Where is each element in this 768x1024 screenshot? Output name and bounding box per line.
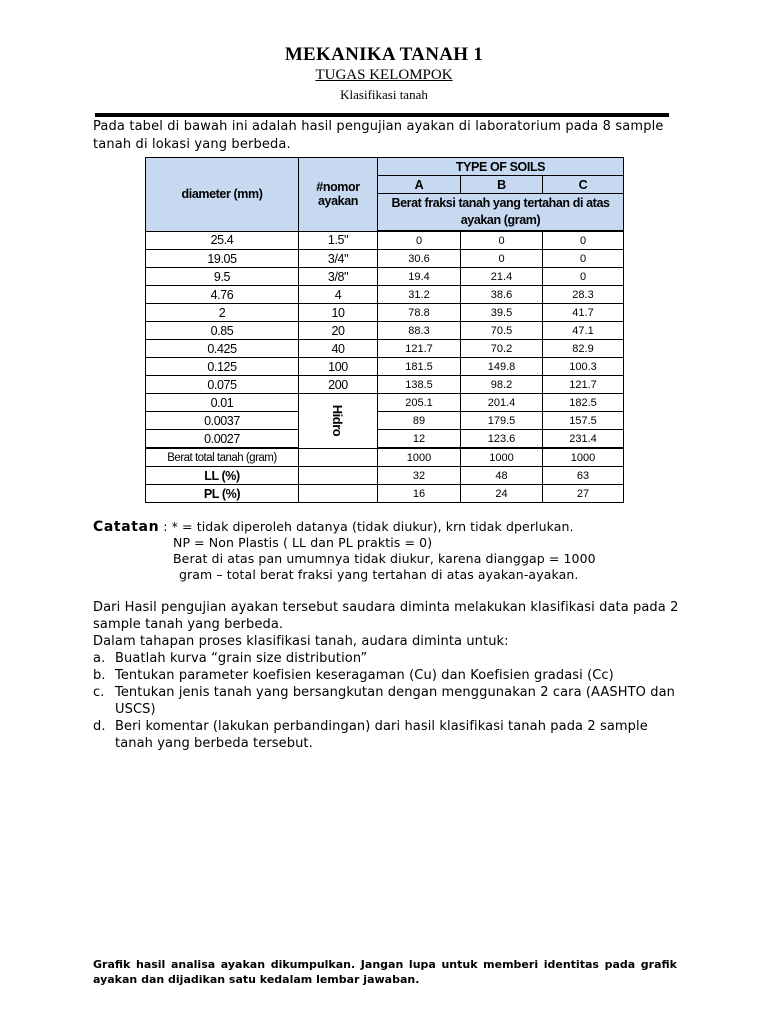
total-label: Berat total tanah (gram) bbox=[146, 448, 299, 467]
soil-b-cell: 70.5 bbox=[461, 322, 543, 340]
task-text: Buatlah kurva “grain size distribution” bbox=[115, 651, 368, 666]
nomor-cell: 200 bbox=[299, 376, 378, 394]
task-list bbox=[93, 650, 683, 752]
nomor-cell: 3/8" bbox=[299, 268, 378, 286]
soil-b-cell: 98.2 bbox=[461, 376, 543, 394]
soil-c-cell: 157.5 bbox=[543, 412, 624, 430]
notes-line-4: gram – total berat fraksi yang tertahan di atas ayakan-ayakan. bbox=[179, 567, 579, 582]
sieve-rows bbox=[146, 231, 624, 448]
soil-b-cell: 179.5 bbox=[461, 412, 543, 430]
instructions-block bbox=[93, 599, 683, 752]
soil-c-cell: 231.4 bbox=[543, 430, 624, 449]
soil-a-cell: 121.7 bbox=[378, 340, 461, 358]
nomor-cell: 10 bbox=[299, 304, 378, 322]
diameter-cell: 0.075 bbox=[146, 376, 299, 394]
document-topic: Klasifikasi tanah bbox=[340, 87, 428, 102]
table-row bbox=[146, 304, 624, 322]
task-marker: a. bbox=[93, 651, 106, 666]
diameter-cell: 0.425 bbox=[146, 340, 299, 358]
soil-c-cell: 41.7 bbox=[543, 304, 624, 322]
soil-b-cell: 38.6 bbox=[461, 286, 543, 304]
soil-c-cell: 0 bbox=[543, 268, 624, 286]
table-row bbox=[146, 358, 624, 376]
soil-c-cell: 182.5 bbox=[543, 394, 624, 412]
total-b: 1000 bbox=[461, 448, 543, 467]
soil-b-cell: 149.8 bbox=[461, 358, 543, 376]
soil-a-cell: 30.6 bbox=[378, 250, 461, 268]
diameter-cell: 0.85 bbox=[146, 322, 299, 340]
instructions-paragraph-1: Dari Hasil pengujian ayakan tersebut saudara diminta melakukan klasifikasi data pada 2 sample tanah yang berbeda. bbox=[93, 600, 679, 632]
table-row bbox=[146, 231, 624, 250]
soil-a-cell: 181.5 bbox=[378, 358, 461, 376]
soil-a-cell: 12 bbox=[378, 430, 461, 449]
nomor-cell: 4 bbox=[299, 286, 378, 304]
nomor-cell: 20 bbox=[299, 322, 378, 340]
table-row bbox=[146, 286, 624, 304]
soil-c-cell: 47.1 bbox=[543, 322, 624, 340]
header-fraction: Berat fraksi tanah yang tertahan di atas ayakan (gram) bbox=[378, 194, 624, 232]
pl-c: 27 bbox=[543, 485, 624, 503]
table-row bbox=[146, 250, 624, 268]
ll-b: 48 bbox=[461, 467, 543, 485]
table-row bbox=[146, 394, 624, 412]
notes-block bbox=[93, 519, 693, 583]
soil-b-cell: 70.2 bbox=[461, 340, 543, 358]
document-subtitle: TUGAS KELOMPOK bbox=[315, 67, 453, 83]
soil-a-cell: 138.5 bbox=[378, 376, 461, 394]
diameter-cell: 0.01 bbox=[146, 394, 299, 412]
soil-b-cell: 0 bbox=[461, 250, 543, 268]
instructions-paragraph-2: Dalam tahapan proses klasifikasi tanah, audara diminta untuk: bbox=[93, 634, 509, 649]
header-nomor-ayakan: #nomor ayakan bbox=[299, 158, 378, 232]
notes-line-1: : * = tidak diperoleh datanya (tidak diukur), krn tidak dperlukan. bbox=[163, 519, 574, 534]
header-soil-a: A bbox=[378, 176, 461, 194]
task-text: Beri komentar (lakukan perbandingan) dari hasil klasifikasi tanah pada 2 sample tanah yang berbeda tersebut. bbox=[115, 719, 648, 751]
diameter-cell: 9.5 bbox=[146, 268, 299, 286]
soil-b-cell: 123.6 bbox=[461, 430, 543, 449]
header-type-of-soils: TYPE OF SOILS bbox=[378, 158, 624, 176]
soil-c-cell: 0 bbox=[543, 250, 624, 268]
nomor-cell: 100 bbox=[299, 358, 378, 376]
header-soil-c: C bbox=[543, 176, 624, 194]
table-row bbox=[146, 376, 624, 394]
pl-label: PL (%) bbox=[146, 485, 299, 503]
title-rule bbox=[95, 113, 669, 117]
table-row bbox=[146, 412, 624, 430]
header-diameter: diameter (mm) bbox=[146, 158, 299, 232]
hidro-label: Hidro bbox=[330, 405, 346, 437]
diameter-cell: 4.76 bbox=[146, 286, 299, 304]
nomor-cell: 3/4" bbox=[299, 250, 378, 268]
ll-c: 63 bbox=[543, 467, 624, 485]
task-item bbox=[93, 667, 683, 684]
table-row bbox=[146, 322, 624, 340]
task-item bbox=[93, 718, 683, 752]
task-marker: b. bbox=[93, 668, 106, 683]
soil-b-cell: 39.5 bbox=[461, 304, 543, 322]
footer-note: Grafik hasil analisa ayakan dikumpulkan. Jangan lupa untuk memberi identitas pada grafik ayakan dan dijadikan satu kedalam lembar jawaban. bbox=[93, 958, 677, 986]
task-text: Tentukan jenis tanah yang bersangkutan dengan menggunakan 2 cara (AASHTO dan USCS) bbox=[115, 685, 675, 717]
total-a: 1000 bbox=[378, 448, 461, 467]
table-row bbox=[146, 340, 624, 358]
task-item bbox=[93, 650, 683, 667]
table-row bbox=[146, 430, 624, 449]
soil-a-cell: 19.4 bbox=[378, 268, 461, 286]
total-nomor bbox=[299, 448, 378, 467]
soil-a-cell: 78.8 bbox=[378, 304, 461, 322]
task-marker: d. bbox=[93, 719, 106, 734]
soil-a-cell: 0 bbox=[378, 231, 461, 250]
diameter-cell: 0.0037 bbox=[146, 412, 299, 430]
soil-b-cell: 21.4 bbox=[461, 268, 543, 286]
document-title: MEKANIKA TANAH 1 bbox=[284, 44, 484, 65]
pl-nomor bbox=[299, 485, 378, 503]
header-soil-b: B bbox=[461, 176, 543, 194]
soil-c-cell: 0 bbox=[543, 231, 624, 250]
hidro-cell bbox=[299, 394, 378, 449]
task-marker: c. bbox=[93, 685, 105, 700]
soil-a-cell: 31.2 bbox=[378, 286, 461, 304]
pl-a: 16 bbox=[378, 485, 461, 503]
soil-c-cell: 100.3 bbox=[543, 358, 624, 376]
diameter-cell: 2 bbox=[146, 304, 299, 322]
task-text: Tentukan parameter koefisien keseragaman (Cu) dan Koefisien gradasi (Cc) bbox=[115, 668, 614, 683]
notes-line-3: Berat di atas pan umumnya tidak diukur, karena dianggap = 1000 bbox=[173, 551, 596, 566]
table-row bbox=[146, 268, 624, 286]
nomor-cell: 1.5" bbox=[299, 231, 378, 250]
nomor-cell: 40 bbox=[299, 340, 378, 358]
soil-a-cell: 205.1 bbox=[378, 394, 461, 412]
ll-a: 32 bbox=[378, 467, 461, 485]
soil-c-cell: 82.9 bbox=[543, 340, 624, 358]
soil-c-cell: 28.3 bbox=[543, 286, 624, 304]
pl-b: 24 bbox=[461, 485, 543, 503]
task-item bbox=[93, 684, 683, 718]
notes-line-2: NP = Non Plastis ( LL dan PL praktis = 0) bbox=[173, 535, 433, 550]
diameter-cell: 25.4 bbox=[146, 231, 299, 250]
soil-c-cell: 121.7 bbox=[543, 376, 624, 394]
ll-label: LL (%) bbox=[146, 467, 299, 485]
total-c: 1000 bbox=[543, 448, 624, 467]
diameter-cell: 19.05 bbox=[146, 250, 299, 268]
sieve-table bbox=[145, 157, 624, 503]
soil-a-cell: 88.3 bbox=[378, 322, 461, 340]
soil-a-cell: 89 bbox=[378, 412, 461, 430]
intro-paragraph: Pada tabel di bawah ini adalah hasil pengujian ayakan di laboratorium pada 8 sample tanah di lokasi yang berbeda. bbox=[93, 119, 664, 152]
diameter-cell: 0.125 bbox=[146, 358, 299, 376]
notes-label: Catatan bbox=[93, 519, 160, 535]
ll-nomor bbox=[299, 467, 378, 485]
soil-b-cell: 201.4 bbox=[461, 394, 543, 412]
diameter-cell: 0.0027 bbox=[146, 430, 299, 449]
soil-b-cell: 0 bbox=[461, 231, 543, 250]
